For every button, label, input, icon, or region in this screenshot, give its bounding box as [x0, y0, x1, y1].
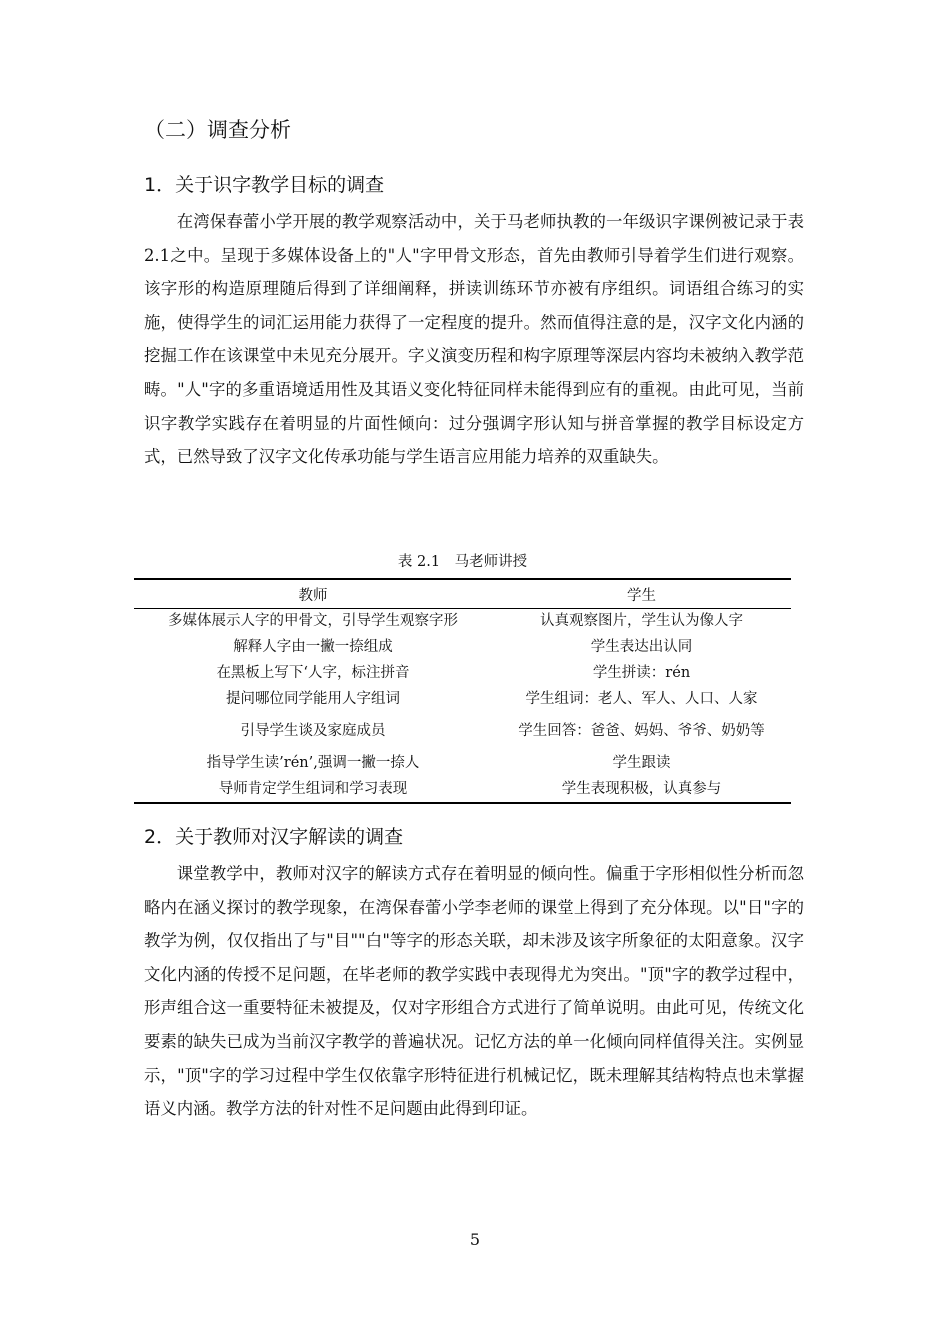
teacher-cell: 导师肯定学生组词和学习表现: [134, 777, 492, 803]
subsection-heading-1: 1．关于识字教学目标的调查: [144, 174, 385, 196]
paragraph-1: 在湾保春蕾小学开展的教学观察活动中，关于马老师执教的一年级识字课例被记录于表2.1之中。呈现于多媒体设备上的"人"字甲骨文形态，首先由教师引导着学生们进行观察。该字形的构造原理随后得到了详细阐释，拼读训练环节亦被有序组织。词语组合练习的实施，使得学生的词汇运用能力获得了一定程度的提升。然而值得注意的是，汉字文化内涵的挖掘工作在该课堂中未见充分展开。字义演变历程和构字原理等深层内容均未被纳入教学范畴。"人"字的多重语境适用性及其语义变化特征同样未能得到应有的重视。由此可见，当前识字教学实践存在着明显的片面性倾向：过分强调字形认知与拼音掌握的教学目标设定方式，已然导致了汉字文化传承功能与学生语言应用能力培养的双重缺失。: [144, 212, 804, 467]
table-row: [134, 751, 791, 777]
table-row: [134, 713, 791, 751]
teacher-cell: 提问哪位同学能用人字组词: [226, 691, 400, 707]
table-row: [134, 609, 791, 635]
section-title: （二）调查分析: [144, 118, 291, 142]
student-cell: 学生跟读: [612, 755, 671, 771]
subsection-heading-2: 2．关于教师对汉字解读的调查: [144, 826, 404, 848]
student-cell: 认真观察图片，学生认为像人字: [540, 613, 743, 630]
teacher-cell: 引导学生谈及家庭成员: [240, 723, 386, 739]
table-caption: 表 2.1 马老师讲授: [397, 554, 528, 570]
student-cell: 学生拼读：rén: [592, 665, 691, 681]
page-number: 5: [469, 1230, 481, 1249]
teacher-cell: 指导学生读’rén’,强调一撇一捺人: [206, 755, 420, 771]
table-row: [134, 687, 791, 713]
table-header-teacher: 教师: [134, 579, 492, 609]
table-header-student: 学生: [492, 579, 791, 609]
paragraph-2: 课堂教学中，教师对汉字的解读方式存在着明显的倾向性。偏重于字形相似性分析而忽略内在涵义探讨的教学现象，在湾保春蕾小学李老师的课堂上得到了充分体现。以"日"字的教学为例，仅仅指出了与"目""白"等字的形态关联，却未涉及该字所象征的太阳意象。汉字文化内涵的传授不足问题，在毕老师的教学实践中表现得尤为突出。"顶"字的教学过程中，形声组合这一重要特征未被提及，仅对字形组合方式进行了简单说明。由此可见，传统文化要素的缺失已成为当前汉字教学的普遍状况。记忆方法的单一化倾向同样值得关注。实例显示，"顶"字的学习过程中学生仅依靠字形特征进行机械记忆，既未理解其结构特点也未掌握语义内涵。教学方法的针对性不足问题由此得到印证。: [144, 864, 804, 1119]
table-row: [134, 777, 791, 803]
student-cell: 学生回答：爸爸、妈妈、爷爷、奶奶等: [518, 723, 765, 739]
student-cell: 学生表现积极，认真参与: [492, 777, 791, 803]
student-cell: 学生表达出认同: [590, 639, 693, 655]
teacher-cell: 多媒体展示人字的甲骨文，引导学生观察字形: [168, 613, 458, 630]
teacher-cell: 在黑板上写下‘人字，标注拼音: [216, 665, 410, 681]
student-cell: 学生组词：老人、军人、人口、人家: [525, 691, 758, 707]
teaching-table: [134, 578, 791, 804]
table-row: [134, 635, 791, 661]
teacher-cell: 解释人字由一撇一捺组成: [233, 639, 393, 655]
table-row: [134, 661, 791, 687]
